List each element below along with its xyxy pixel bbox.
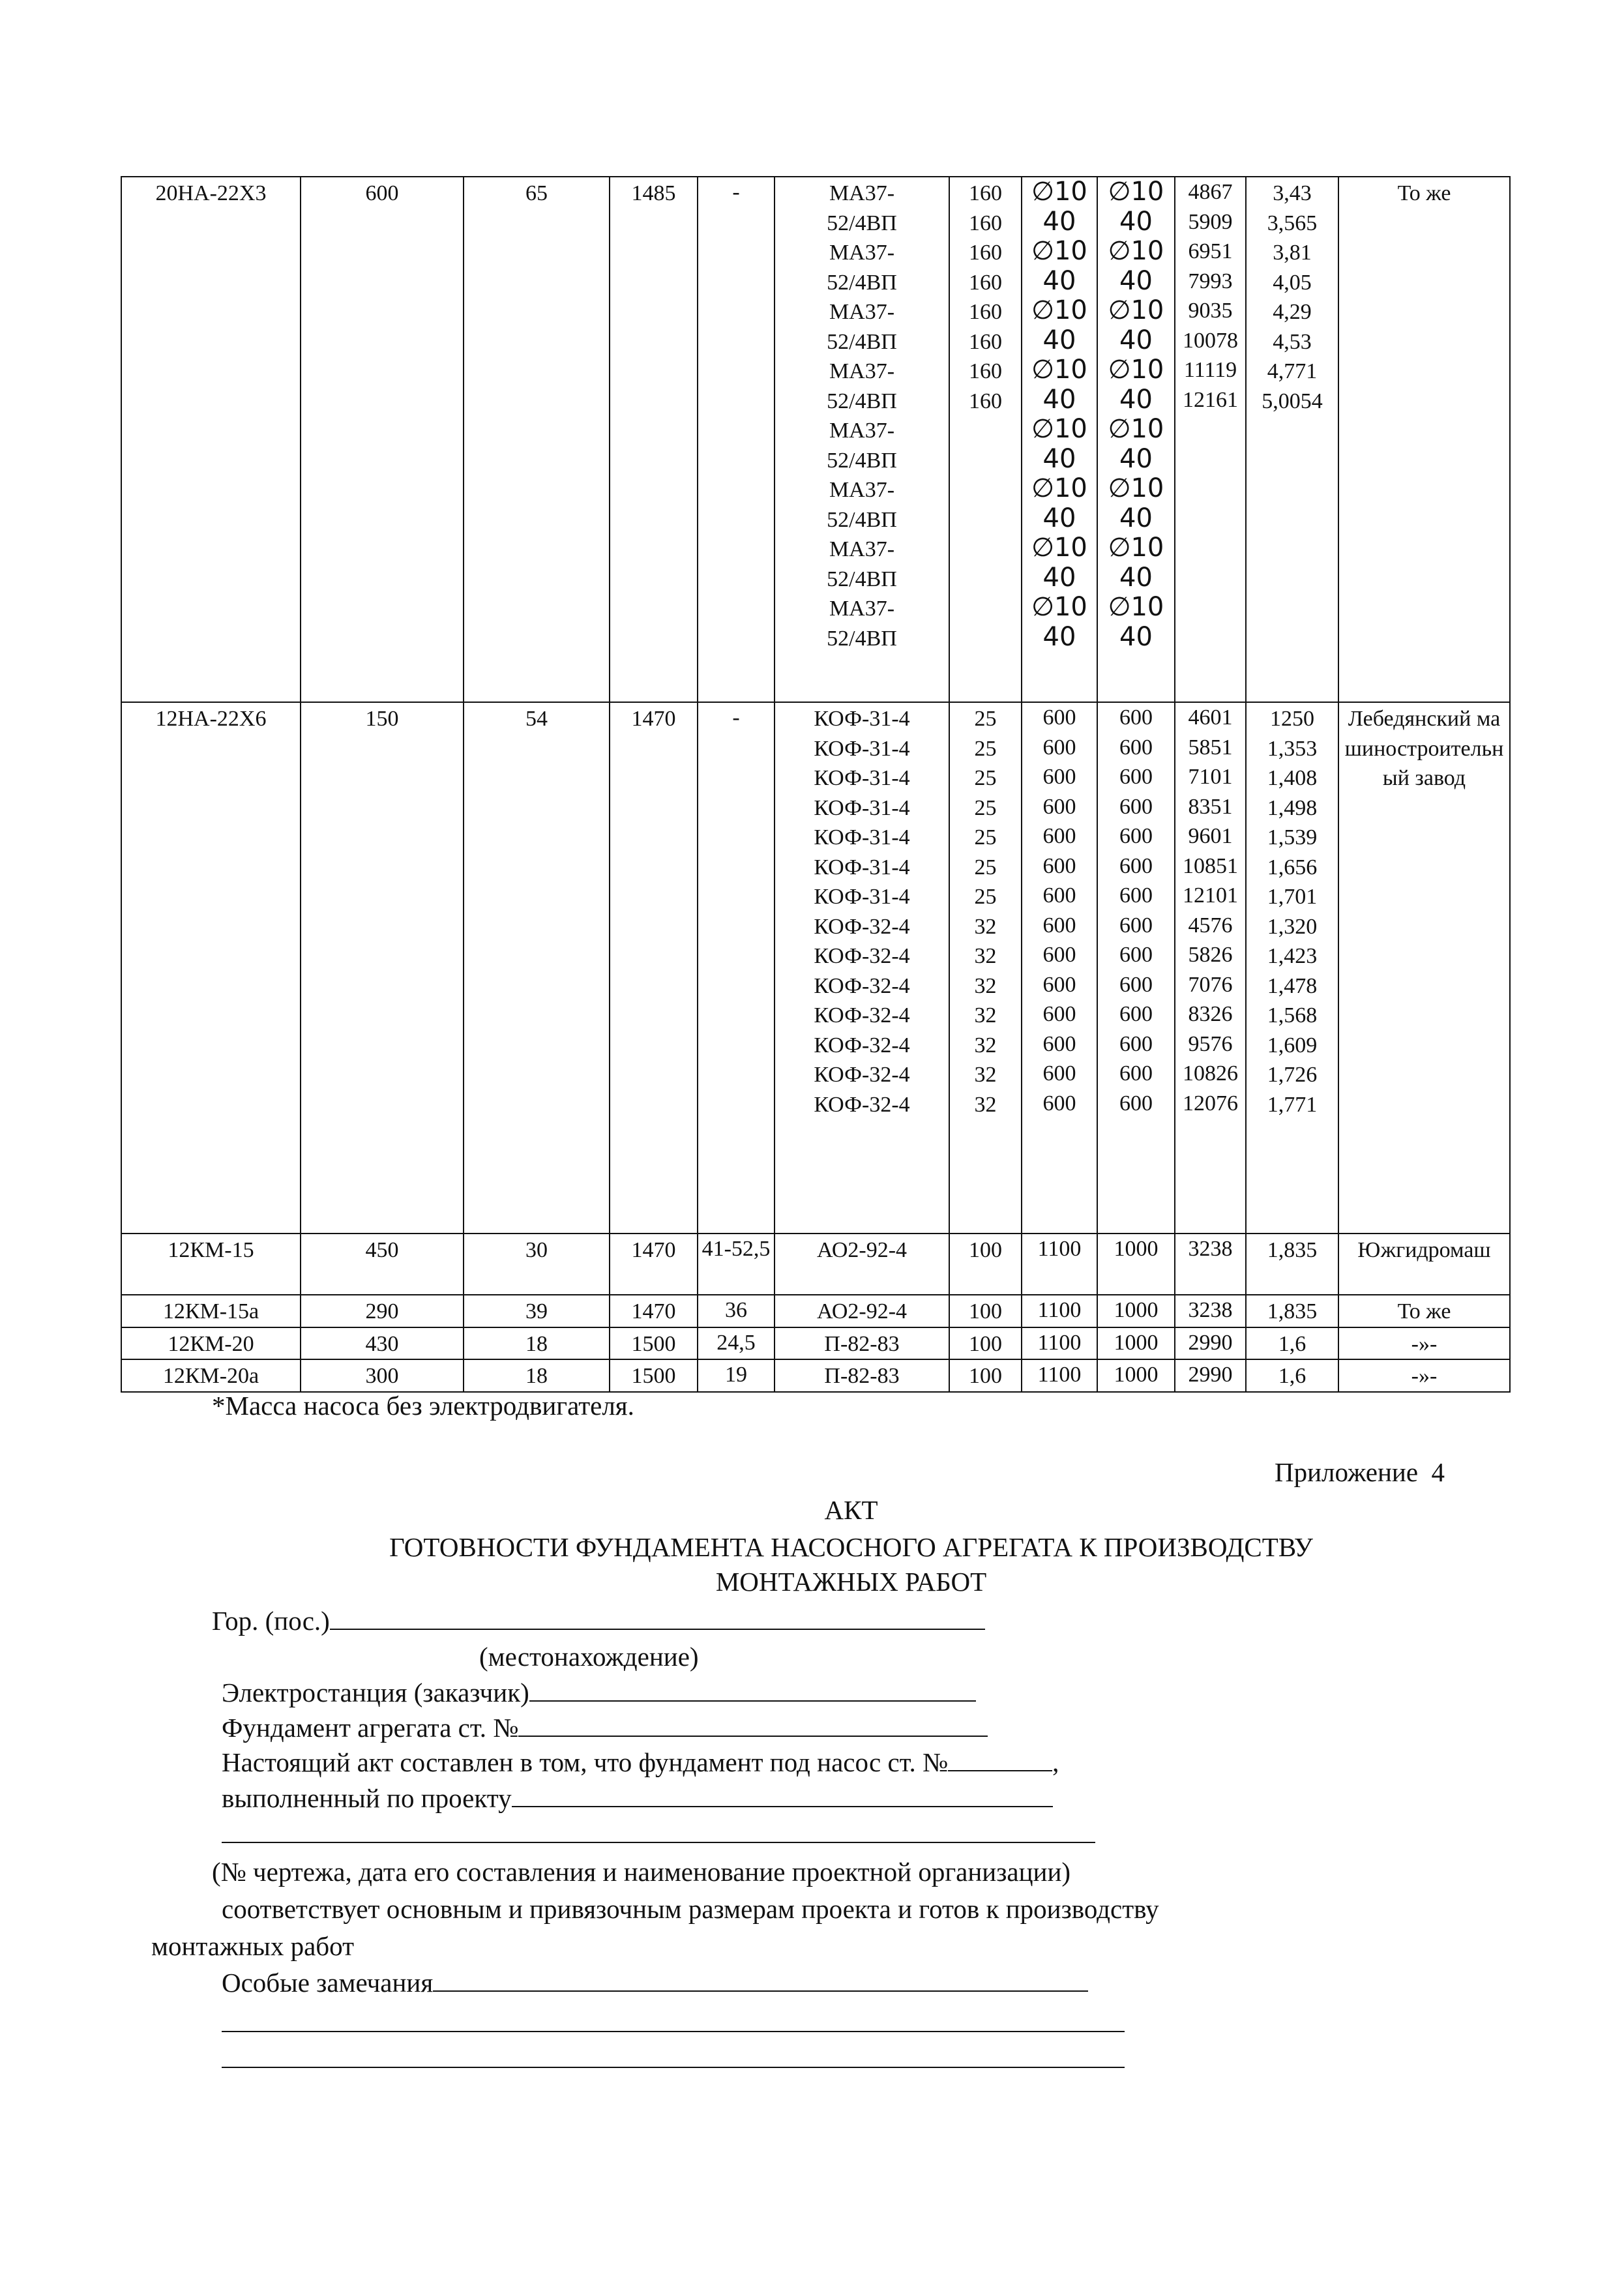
cell-value: 1,835 (1267, 1238, 1318, 1262)
cell-value: 6951 (1188, 239, 1233, 263)
cell-value: 600 (1042, 1002, 1076, 1026)
cell-value: ∅1040 (1031, 355, 1087, 415)
table-cell (1175, 1295, 1246, 1327)
cell-value: 25 (974, 766, 997, 790)
table-cell: 1470 (610, 1295, 698, 1327)
cell-value: КОФ-31-4 (814, 707, 910, 731)
cell-value: 600 (1119, 943, 1153, 967)
table-cell (949, 702, 1022, 1234)
motor-cell (775, 1234, 949, 1295)
cell-value: 600 (1119, 1031, 1153, 1056)
cell-value: 600 (1042, 883, 1076, 908)
cell-value: 5851 (1188, 735, 1233, 760)
cell-value: 100 (969, 1331, 1002, 1356)
cell-value: 1,423 (1267, 944, 1318, 968)
act-subtitle-line2: МОНТАЖНЫХ РАБОТ (715, 1567, 987, 1597)
table-cell (1175, 1359, 1246, 1392)
table-cell: 430 (301, 1327, 464, 1360)
cell-value: 1,6 (1278, 1364, 1307, 1388)
appendix-label: Приложение 4 (1275, 1457, 1445, 1487)
motor-cell (775, 1327, 949, 1360)
cell-value: МА37-52/4ВП (827, 300, 897, 354)
cell-value: 3238 (1188, 1237, 1233, 1261)
table-cell (1022, 1234, 1097, 1295)
cell-value: МА37-52/4ВП (827, 181, 897, 235)
cell-value: 1,539 (1267, 825, 1318, 850)
table-cell (1246, 177, 1338, 702)
cell-value: 1,835 (1267, 1299, 1318, 1323)
cell-value: МА37-52/4ВП (827, 478, 897, 532)
cell-value: ∅1040 (1108, 177, 1164, 237)
cell-value: 1100 (1037, 1298, 1082, 1322)
act-title: АКТ (824, 1495, 878, 1525)
table-cell: 18 (464, 1359, 610, 1392)
table-cell (1175, 1327, 1246, 1360)
cell-value: КОФ-32-4 (814, 944, 910, 968)
statement-line (222, 1744, 1059, 1781)
cell-value: 10826 (1183, 1061, 1238, 1086)
cell-value: 9576 (1188, 1031, 1233, 1056)
cell-value: МА37-52/4ВП (827, 537, 897, 591)
cell-value: 600 (1119, 765, 1153, 789)
cell-value: МА37-52/4ВП (827, 597, 897, 651)
table-cell: 65 (464, 177, 610, 702)
manufacturer-cell: -»- (1338, 1359, 1510, 1392)
cell-value: 7101 (1188, 765, 1233, 789)
statement-text: Настоящий акт составлен в том, что фундамент под насос ст. № (222, 1747, 949, 1777)
table-cell (949, 1295, 1022, 1327)
cell-value: МА37-52/4ВП (827, 359, 897, 413)
cell-value: 8326 (1188, 1002, 1233, 1026)
table-cell (1246, 1359, 1338, 1392)
table-cell (1097, 177, 1175, 702)
cell-value: 1,478 (1267, 973, 1318, 998)
cell-value: 600 (1042, 943, 1076, 967)
table-cell (1097, 1359, 1175, 1392)
table-cell: 36 (698, 1295, 775, 1327)
foundation-line (222, 1709, 988, 1746)
table-cell (1097, 1295, 1175, 1327)
table-cell (949, 1234, 1022, 1295)
remarks-field[interactable] (433, 1964, 1088, 1992)
cell-value: 100 (969, 1299, 1002, 1323)
table-row (121, 1327, 1510, 1360)
cell-value: 3238 (1188, 1298, 1233, 1322)
plant-line (222, 1674, 976, 1711)
motor-cell (775, 177, 949, 702)
cell-value: КОФ-32-4 (814, 914, 910, 939)
cell-value: 32 (974, 1092, 997, 1117)
cell-value: 32 (974, 1003, 997, 1027)
cell-value: 7993 (1188, 269, 1233, 293)
table-cell: - (698, 177, 775, 702)
cell-value: 160 (969, 300, 1002, 324)
cell-value: 4,29 (1273, 300, 1312, 324)
footnote: *Масса насоса без электродвигателя. (212, 1391, 634, 1421)
cell-value: 12101 (1183, 883, 1238, 908)
cell-value: ∅1040 (1031, 414, 1087, 474)
manufacturer-cell: То же (1338, 1295, 1510, 1327)
cell-value: 600 (1119, 794, 1153, 819)
pump-model-cell: 12КМ-20 (121, 1327, 301, 1360)
cell-value: ∅1040 (1031, 177, 1087, 237)
cell-value: ∅1040 (1031, 592, 1087, 652)
table-cell: 1485 (610, 177, 698, 702)
cell-value: 1,320 (1267, 914, 1318, 939)
project-field[interactable] (512, 1780, 1053, 1807)
conformity-line2: монтажных работ (151, 1931, 355, 1961)
table-row (121, 1295, 1510, 1327)
remarks-field-line3[interactable] (222, 2067, 1125, 2068)
plant-label: Электростанция (заказчик) (222, 1678, 529, 1707)
table-cell: 1500 (610, 1327, 698, 1360)
project-line (222, 1780, 1053, 1816)
project-label: выполненный по проекту (222, 1783, 512, 1813)
remarks-line (222, 1964, 1088, 2001)
table-cell: - (698, 702, 775, 1234)
table-cell: 19 (698, 1359, 775, 1392)
motor-cell (775, 1359, 949, 1392)
cell-value: 600 (1119, 824, 1153, 848)
pump-model-cell: 12КМ-20а (121, 1359, 301, 1392)
pump-model-cell: 20НА-22Х3 (121, 177, 301, 702)
cell-value: ∅1040 (1108, 236, 1164, 296)
cell-value: АО2-92-4 (816, 1299, 908, 1323)
cell-value: 12161 (1183, 387, 1238, 412)
cell-value: 3,565 (1267, 211, 1318, 235)
cell-value: 32 (974, 973, 997, 998)
cell-value: ∅1040 (1031, 295, 1087, 355)
cell-value: 600 (1119, 735, 1153, 760)
cell-value: 1000 (1114, 1363, 1159, 1387)
cell-value: 600 (1042, 824, 1076, 848)
cell-value: П-82-83 (824, 1331, 900, 1356)
motor-cell (775, 702, 949, 1234)
cell-value: 600 (1119, 705, 1153, 730)
cell-value: 600 (1119, 1002, 1153, 1026)
cell-value: 4,771 (1267, 359, 1318, 383)
cell-value: 9601 (1188, 824, 1233, 848)
table-cell: 1500 (610, 1359, 698, 1392)
cell-value: 600 (1119, 913, 1153, 938)
cell-value: 600 (1042, 735, 1076, 760)
table-cell: 1470 (610, 702, 698, 1234)
cell-value: МА37-52/4ВП (827, 241, 897, 295)
cell-value: АО2-92-4 (816, 1238, 908, 1262)
cell-value: 4601 (1188, 705, 1233, 730)
cell-value: ∅1040 (1031, 473, 1087, 533)
table-cell (1246, 1327, 1338, 1360)
cell-value: 4867 (1188, 180, 1233, 204)
table-cell (1022, 1295, 1097, 1327)
cell-value: 1,498 (1267, 795, 1318, 820)
cell-value: 600 (1042, 853, 1076, 878)
cell-value: 600 (1042, 1061, 1076, 1086)
cell-value: 25 (974, 825, 997, 850)
cell-value: 2990 (1188, 1363, 1233, 1387)
cell-value: 32 (974, 944, 997, 968)
cell-value: КОФ-31-4 (814, 885, 910, 909)
cell-value: 5,0054 (1262, 389, 1323, 413)
table-cell (949, 1327, 1022, 1360)
cell-value: 1,701 (1267, 885, 1318, 909)
cell-value: 600 (1119, 1091, 1153, 1116)
cell-value: 4,05 (1273, 270, 1312, 295)
table-row (121, 1234, 1510, 1295)
cell-value: 600 (1042, 972, 1076, 997)
cell-value: 25 (974, 707, 997, 731)
table-cell (1022, 177, 1097, 702)
cell-value: 600 (1042, 913, 1076, 938)
cell-value: 1,353 (1267, 736, 1318, 761)
cell-value: 600 (1042, 1031, 1076, 1056)
table-cell: 54 (464, 702, 610, 1234)
pump-station-field[interactable] (948, 1744, 1052, 1771)
cell-value: КОФ-31-4 (814, 795, 910, 820)
table-cell: 600 (301, 177, 464, 702)
cell-value: 32 (974, 1063, 997, 1087)
cell-value: 160 (969, 359, 1002, 383)
cell-value: 600 (1042, 765, 1076, 789)
cell-value: 1,568 (1267, 1003, 1318, 1027)
table-cell (949, 177, 1022, 702)
cell-value: 2990 (1188, 1330, 1233, 1355)
table-cell: 150 (301, 702, 464, 1234)
table-cell: 18 (464, 1327, 610, 1360)
cell-value: 1100 (1037, 1363, 1082, 1387)
foundation-label: Фундамент агрегата ст. № (222, 1713, 519, 1743)
cell-value: ∅1040 (1108, 414, 1164, 474)
cell-value: 1000 (1114, 1298, 1159, 1322)
cell-value: 160 (969, 211, 1002, 235)
table-cell (1097, 1234, 1175, 1295)
table-row (121, 702, 1510, 1234)
cell-value: 160 (969, 389, 1002, 413)
table-cell (1175, 1234, 1246, 1295)
cell-value: 600 (1119, 1061, 1153, 1086)
foundation-field[interactable] (518, 1709, 988, 1737)
cell-value: 25 (974, 885, 997, 909)
cell-value: 600 (1042, 794, 1076, 819)
cell-value: 9035 (1188, 299, 1233, 323)
table-cell: 30 (464, 1234, 610, 1295)
pump-model-cell: 12НА-22Х6 (121, 702, 301, 1234)
cell-value: 600 (1119, 853, 1153, 878)
cell-value: 25 (974, 795, 997, 820)
table-cell: 1470 (610, 1234, 698, 1295)
table-cell (1022, 1327, 1097, 1360)
cell-value: 600 (1119, 883, 1153, 908)
cell-value: 160 (969, 181, 1002, 205)
pump-spec-table (121, 176, 1511, 1393)
cell-value: КОФ-32-4 (814, 1092, 910, 1117)
cell-value: КОФ-31-4 (814, 736, 910, 761)
cell-value: ∅1040 (1031, 533, 1087, 593)
cell-value: 1,771 (1267, 1092, 1318, 1117)
remarks-field-line2[interactable] (222, 2031, 1125, 2032)
cell-value: 1,6 (1278, 1331, 1307, 1356)
plant-field[interactable] (529, 1674, 976, 1702)
city-line (212, 1603, 985, 1639)
manufacturer-cell: Южгидромаш (1338, 1234, 1510, 1295)
city-field[interactable] (330, 1603, 985, 1630)
cell-value: МА37-52/4ВП (827, 419, 897, 473)
drawing-caption: (№ чертежа, дата его составления и наименование проектной организации) (212, 1857, 1071, 1887)
cell-value: КОФ-32-4 (814, 1033, 910, 1057)
table-cell (1246, 702, 1338, 1234)
cell-value: 4,53 (1273, 329, 1312, 354)
cell-value: 1100 (1037, 1237, 1082, 1261)
cell-value: 1,726 (1267, 1063, 1318, 1087)
cell-value: ∅1040 (1031, 236, 1087, 296)
remarks-label: Особые замечания (222, 1968, 434, 1998)
cell-value: 100 (969, 1364, 1002, 1388)
city-caption: (местонахождение) (479, 1642, 699, 1672)
cell-value: 25 (974, 855, 997, 879)
table-cell: 24,5 (698, 1327, 775, 1360)
cell-value: ∅1040 (1108, 355, 1164, 415)
manufacturer-cell: -»- (1338, 1327, 1510, 1360)
manufacturer-cell: То же (1338, 177, 1510, 702)
table-cell (1097, 1327, 1175, 1360)
cell-value: ∅1040 (1108, 533, 1164, 593)
cell-value: 100 (969, 1238, 1002, 1262)
table-cell (1246, 1234, 1338, 1295)
conformity-line1: соответствует основным и привязочным размерам проекта и готов к производству (222, 1894, 1159, 1924)
cell-value: 8351 (1188, 794, 1233, 819)
pump-model-cell: 12КМ-15а (121, 1295, 301, 1327)
cell-value: 1250 (1270, 707, 1314, 731)
cell-value: 3,43 (1273, 181, 1312, 205)
cell-value: 1000 (1114, 1237, 1159, 1261)
cell-value: 25 (974, 736, 997, 761)
cell-value: КОФ-32-4 (814, 1003, 910, 1027)
cell-value: 600 (1119, 972, 1153, 997)
table-cell (1175, 177, 1246, 702)
cell-value: 4576 (1188, 913, 1233, 938)
table-cell (1246, 1295, 1338, 1327)
cell-value: 1,408 (1267, 766, 1318, 790)
cell-value: 160 (969, 241, 1002, 265)
cell-value: 5826 (1188, 943, 1233, 967)
cell-value: П-82-83 (824, 1364, 900, 1388)
cell-value: 7076 (1188, 972, 1233, 997)
cell-value: 160 (969, 329, 1002, 354)
cell-value: КОФ-32-4 (814, 973, 910, 998)
table-cell: 39 (464, 1295, 610, 1327)
cell-value: 5909 (1188, 209, 1233, 234)
cell-value: КОФ-31-4 (814, 855, 910, 879)
cell-value: 32 (974, 914, 997, 939)
cell-value: 1100 (1037, 1330, 1082, 1355)
table-cell (1097, 702, 1175, 1234)
motor-cell (775, 1295, 949, 1327)
cell-value: 3,81 (1273, 241, 1312, 265)
cell-value: 600 (1042, 705, 1076, 730)
project-continuation-field[interactable] (222, 1842, 1095, 1843)
table-cell (1022, 1359, 1097, 1392)
cell-value: 160 (969, 270, 1002, 295)
cell-value: 600 (1042, 1091, 1076, 1116)
cell-value: 1,609 (1267, 1033, 1318, 1057)
cell-value: 1000 (1114, 1330, 1159, 1355)
cell-value: 11119 (1183, 358, 1237, 382)
cell-value: 12076 (1183, 1091, 1238, 1116)
city-label: Гор. (пос.) (212, 1606, 330, 1636)
table-cell: 450 (301, 1234, 464, 1295)
cell-value: КОФ-32-4 (814, 1063, 910, 1087)
table-cell: 290 (301, 1295, 464, 1327)
table-cell (949, 1359, 1022, 1392)
pump-model-cell: 12КМ-15 (121, 1234, 301, 1295)
cell-value: ∅1040 (1108, 592, 1164, 652)
cell-value: ∅1040 (1108, 473, 1164, 533)
table-cell: 300 (301, 1359, 464, 1392)
cell-value: 1,656 (1267, 855, 1318, 879)
manufacturer-cell: Лебедянский машиностроительный завод (1338, 702, 1510, 1234)
cell-value: 10078 (1183, 328, 1238, 353)
cell-value: ∅1040 (1108, 295, 1164, 355)
cell-value: КОФ-31-4 (814, 766, 910, 790)
table-cell (1175, 702, 1246, 1234)
cell-value: 32 (974, 1033, 997, 1057)
act-subtitle-line1: ГОТОВНОСТИ ФУНДАМЕНТА НАСОСНОГО АГРЕГАТА К ПРОИЗВОДСТВУ (389, 1532, 1313, 1562)
cell-value: КОФ-31-4 (814, 825, 910, 850)
statement-comma: , (1052, 1747, 1059, 1777)
table-cell (1022, 702, 1097, 1234)
cell-value: 10851 (1183, 853, 1238, 878)
table-cell: 41-52,5 (698, 1234, 775, 1295)
table-row (121, 177, 1510, 702)
